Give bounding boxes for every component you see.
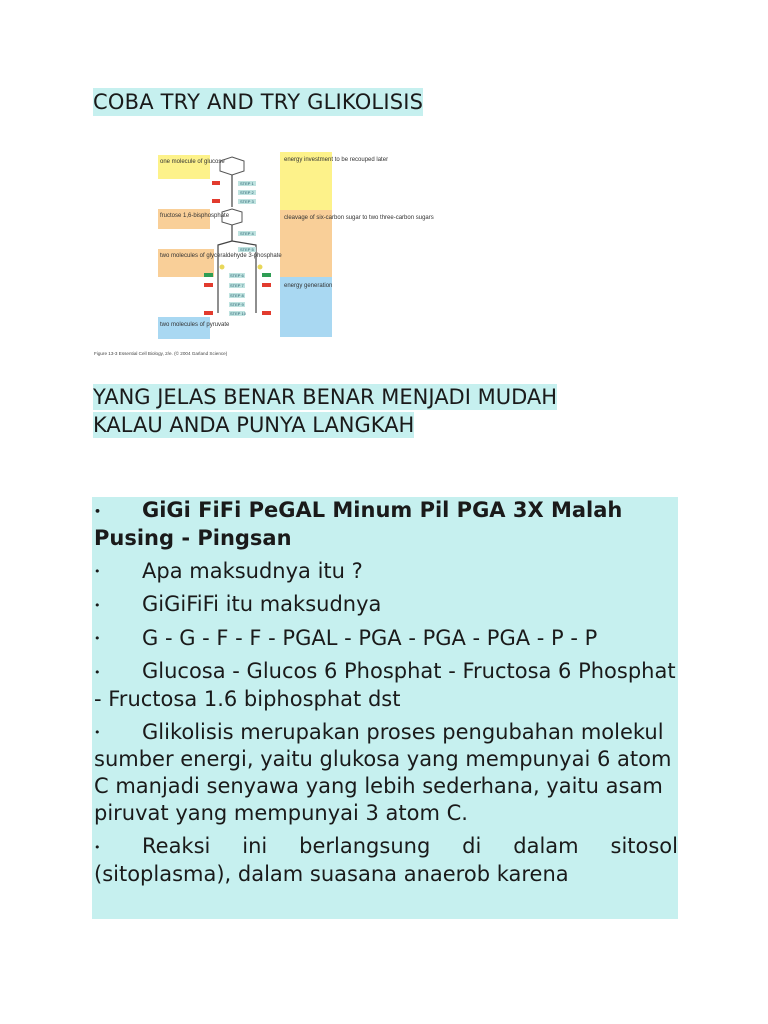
list-item (92, 833, 678, 888)
bullet-icon: • (94, 665, 101, 679)
bullet-icon: • (94, 632, 101, 645)
bullet-icon: • (94, 726, 101, 739)
list-item-text: GiGiFiFi itu maksudnya (142, 592, 382, 616)
step-8: STEP 8 (230, 293, 244, 298)
step-1: STEP 1 (240, 181, 254, 186)
list-item (92, 558, 678, 586)
list-item (92, 497, 678, 552)
list-item-text: G - G - F - F - PGAL - PGA - PGA - PGA - P - P (142, 625, 598, 650)
bullet-icon: • (94, 840, 101, 854)
figure-caption: Figure 13-3 Essential Cell Biology, 2/e. (© 2004 Garland Science) (94, 351, 228, 356)
step-2: STEP 2 (240, 190, 254, 195)
glucose-ring (220, 157, 244, 175)
step-4: STEP 4 (240, 231, 254, 236)
step-6: STEP 6 (230, 273, 244, 278)
label-f16bp: fructose 1,6-bisphosphate (160, 213, 230, 219)
step-9: STEP 9 (230, 302, 244, 307)
intro-line-2: KALAU ANDA PUNYA LANGKAH (93, 413, 415, 437)
step-7: STEP 7 (230, 283, 244, 288)
label-cleavage: cleavage of six-carbon sugar to two three-carbon sugars (284, 215, 434, 221)
intro-text (93, 383, 693, 439)
list-item-text: Apa maksudnya itu ? (142, 558, 363, 583)
list-item-text: GiGi FiFi PeGAL Minum Pil PGA 3X Malah Pusing - Pingsan (94, 498, 623, 550)
step-5: STEP 5 (240, 247, 254, 252)
bullet-icon: • (94, 598, 101, 612)
intro-line-1: YANG JELAS BENAR BENAR MENJADI MUDAH (93, 385, 558, 409)
label-energy-investment: energy investment to be recouped later (284, 157, 389, 163)
label-pyruvate: two molecules of pyruvate (160, 322, 230, 328)
list-item-text: Reaksi ini berlangsung di dalam sitosol (sitoplasma), dalam suasana anaerob karena (94, 834, 678, 886)
list-item-text: Glucosa - Glucos 6 Phosphat - Fructosa 6 Phosphat - Fructosa 1.6 biphosphat dst (94, 659, 676, 711)
list-item (92, 625, 678, 653)
bullet-list (92, 497, 678, 919)
bullet-icon: • (94, 504, 102, 518)
label-energy-generation: energy generation (284, 283, 333, 289)
step-10: STEP 10 (230, 311, 246, 316)
label-glucose: one molecule of glucose (160, 159, 225, 165)
bullet-icon: • (94, 565, 101, 578)
page-title: COBA TRY AND TRY GLIKOLISIS (93, 90, 424, 114)
list-item (92, 658, 678, 713)
list-item-text: Glikolisis merupakan proses pengubahan molekul sumber energi, yaitu glukosa yang mempunyai 6 atom C manjadi senyawa yang lebih sederhana, yaitu asam piruvat yang mempunyai 3 atom C. (94, 719, 672, 825)
label-g3p: two molecules of glyceraldehyde 3-phosphate (160, 253, 282, 259)
list-item (92, 591, 678, 619)
step-3: STEP 3 (240, 199, 254, 204)
list-item (92, 719, 678, 828)
glycolysis-diagram (92, 145, 434, 360)
